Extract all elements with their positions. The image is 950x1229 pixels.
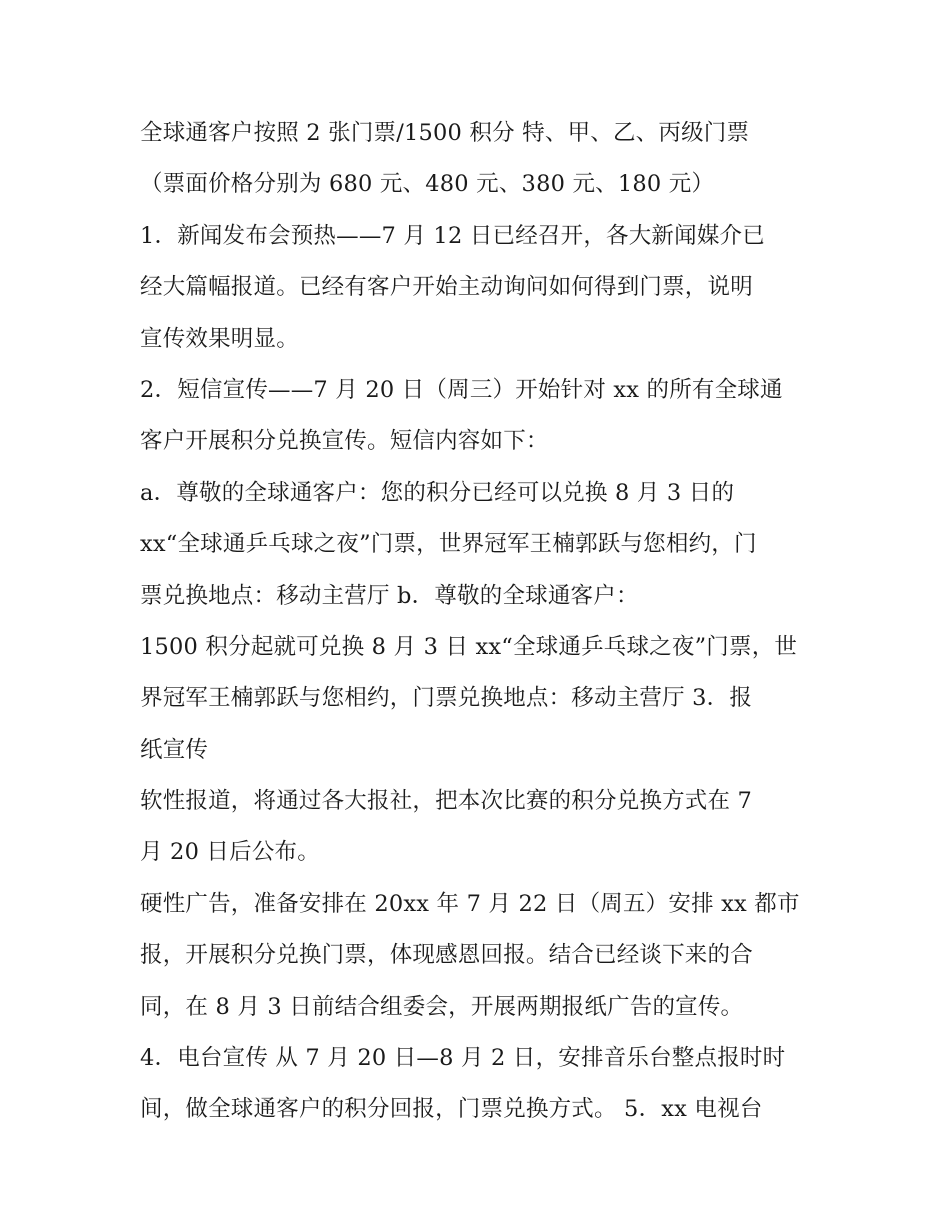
text-line: 2．短信宣传——7 月 20 日（周三）开始针对 xx 的所有全球通 bbox=[140, 376, 783, 403]
text-line: 界冠军王楠郭跃与您相约，门票兑换地点：移动主营厅 3．报 bbox=[140, 685, 753, 712]
text-line: 4．电台宣传 从 7 月 20 日—8 月 2 日，安排音乐台整点报时时 bbox=[140, 1045, 786, 1072]
text-line: 客户开展积分兑换宣传。短信内容如下： bbox=[140, 428, 549, 455]
text-line: 1．新闻发布会预热——7 月 12 日已经召开，各大新闻媒介已 bbox=[140, 222, 765, 249]
text-line: a．尊敬的全球通客户：您的积分已经可以兑换 8 月 3 日的 bbox=[140, 479, 735, 506]
text-line: 1500 积分起就可兑换 8 月 3 日 xx“全球通乒乓球之夜”门票，世 bbox=[140, 633, 798, 660]
text-line: 软性报道，将通过各大报社，把本次比赛的积分兑换方式在 7 bbox=[140, 788, 753, 815]
text-line: 硬性广告，准备安排在 20xx 年 7 月 22 日（周五）安排 xx 都市 bbox=[140, 890, 800, 917]
text-line: 宣传效果明显。 bbox=[140, 325, 299, 352]
document-body bbox=[140, 108, 820, 1136]
text-line: 月 20 日后公布。 bbox=[140, 839, 320, 866]
text-line: 全球通客户按照 2 张门票/1500 积分 特、甲、乙、丙级门票 bbox=[140, 120, 750, 146]
text-line: 纸宣传 bbox=[140, 736, 209, 763]
text-line: 经大篇幅报道。已经有客户开始主动询问如何得到门票，说明 bbox=[140, 274, 753, 301]
text-line: 票兑换地点：移动主营厅 b．尊敬的全球通客户： bbox=[140, 582, 639, 609]
text-line: （票面价格分别为 680 元、480 元、380 元、180 元） bbox=[140, 171, 715, 198]
text-line: xx“全球通乒乓球之夜”门票，世界冠军王楠郭跃与您相约，门 bbox=[140, 531, 757, 558]
text-line: 报，开展积分兑换门票，体现感恩回报。结合已经谈下来的合 bbox=[140, 942, 753, 969]
text-line: 间，做全球通客户的积分回报，门票兑换方式。 5．xx 电视台 bbox=[140, 1096, 763, 1123]
text-line: 同，在 8 月 3 日前结合组委会，开展两期报纸广告的宣传。 bbox=[140, 993, 744, 1020]
